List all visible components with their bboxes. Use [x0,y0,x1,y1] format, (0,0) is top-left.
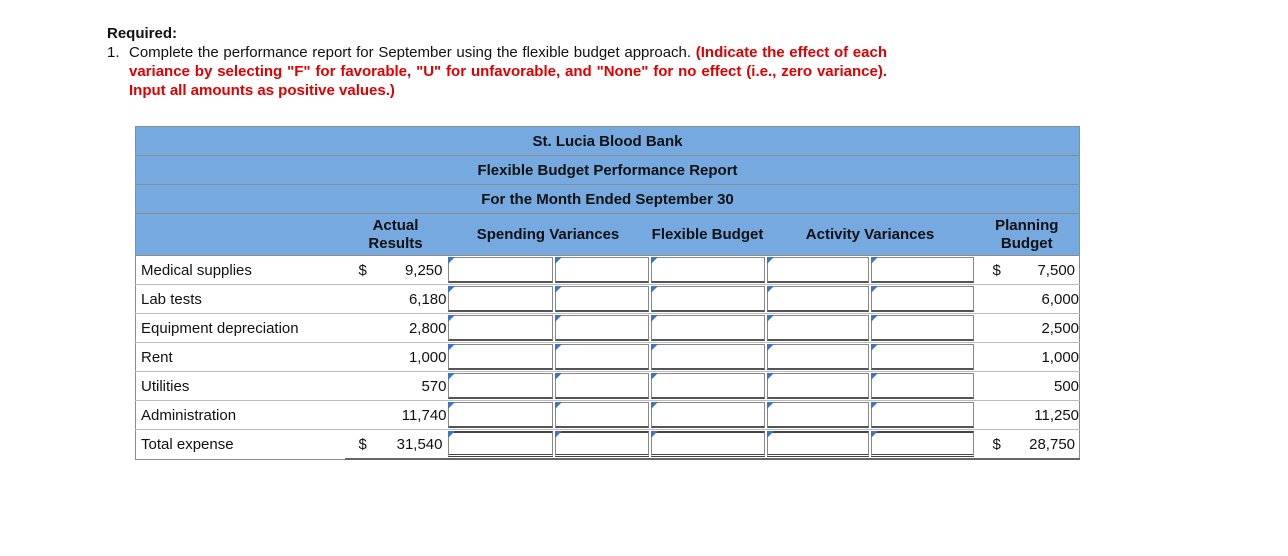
activity-variance-amount-input[interactable] [766,430,870,460]
spending-variance-effect-select-field[interactable] [555,257,649,283]
input-marker-icon [555,373,562,380]
spending-variance-effect-select[interactable] [554,285,650,314]
activity-variance-amount-input-field[interactable] [767,373,869,399]
report-company-name: St. Lucia Blood Bank [136,127,1080,156]
actual-amount: 2,800 [345,314,447,343]
planning-amount: 2,500 [975,314,1080,343]
spending-variance-effect-select-field[interactable] [555,315,649,341]
activity-variance-amount-input-field[interactable] [767,286,869,312]
report-title: Flexible Budget Performance Report [136,156,1080,185]
input-marker-icon [448,402,455,409]
currency-symbol: $ [992,435,1001,453]
planning-amount: 11,250 [975,401,1080,430]
step-note-text: (Indicate the effect of each variance by selecting "F" for favorable, "U" for unfavorable, and "None" for no effect (i.e., zero variance). Input all amounts as positive values.) [129,44,888,99]
flexible-budget-input-field[interactable] [651,344,765,370]
table-row [136,343,1080,372]
activity-variance-effect-select-field[interactable] [871,402,974,428]
flexible-budget-input[interactable] [650,314,766,343]
activity-variance-amount-input-field[interactable] [767,315,869,341]
actual-cell [345,430,447,460]
spending-variance-amount-input-field[interactable] [448,315,553,341]
activity-variance-amount-input-field[interactable] [767,402,869,428]
row-label: Administration [136,401,345,430]
input-marker-icon [767,402,774,409]
input-marker-icon [871,373,878,380]
input-marker-icon [767,286,774,293]
table-row [136,430,1080,460]
required-heading: Required: [107,25,178,42]
row-label: Total expense [136,430,345,460]
actual-amount: 9,250 [404,261,443,279]
input-marker-icon [555,257,562,264]
input-marker-icon [651,431,658,438]
activity-variances-header: Activity Variances [766,214,975,256]
input-marker-icon [448,286,455,293]
table-row [136,401,1080,430]
flexible-budget-input-field[interactable] [651,373,765,399]
spending-variance-effect-select[interactable] [554,256,650,285]
step-text [129,43,887,100]
step-lead-text: Complete the performance report for September using the flexible budget approach. [129,44,692,61]
input-marker-icon [871,257,878,264]
table-row [136,285,1080,314]
actual-results-header: Actual Results [345,214,447,256]
activity-variance-effect-select[interactable] [870,372,975,401]
spending-variance-amount-input[interactable] [447,343,554,372]
report-period: For the Month Ended September 30 [136,185,1080,214]
spending-variance-amount-input-field[interactable] [448,286,553,312]
spending-variance-effect-select[interactable] [554,430,650,460]
currency-symbol: $ [992,261,1001,279]
flexible-budget-input-field[interactable] [651,315,765,341]
spending-variance-effect-select-field[interactable] [555,402,649,428]
planning-cell [975,256,1080,285]
spending-variance-amount-input[interactable] [447,401,554,430]
activity-variance-effect-select[interactable] [870,285,975,314]
flexible-budget-input[interactable] [650,256,766,285]
actual-amount: 1,000 [345,343,447,372]
input-marker-icon [767,431,774,438]
input-marker-icon [448,315,455,322]
row-label: Equipment depreciation [136,314,345,343]
activity-variance-amount-input-field[interactable] [767,431,869,457]
input-marker-icon [871,286,878,293]
input-marker-icon [555,344,562,351]
activity-variance-effect-select[interactable] [870,430,975,460]
flexible-budget-input[interactable] [650,430,766,460]
spending-variance-amount-input[interactable] [447,430,554,460]
row-label: Utilities [136,372,345,401]
performance-report-table [135,126,1080,460]
activity-variance-effect-select[interactable] [870,343,975,372]
activity-variance-effect-select-field[interactable] [871,373,974,399]
planning-amount: 7,500 [1037,261,1076,279]
input-marker-icon [651,315,658,322]
spending-variance-effect-select-field[interactable] [555,373,649,399]
activity-variance-effect-select[interactable] [870,401,975,430]
actual-amount: 570 [345,372,447,401]
spending-variance-amount-input-field[interactable] [448,257,553,283]
input-marker-icon [651,286,658,293]
input-marker-icon [767,315,774,322]
activity-variance-effect-select-field[interactable] [871,286,974,312]
step-1 [107,43,887,100]
spending-variances-header: Spending Variances [447,214,650,256]
spending-variance-effect-select-field[interactable] [555,431,649,457]
flexible-budget-input[interactable] [650,372,766,401]
row-label: Lab tests [136,285,345,314]
currency-symbol: $ [358,261,367,279]
planning-budget-header: Planning Budget [975,214,1080,256]
input-marker-icon [651,402,658,409]
input-marker-icon [448,344,455,351]
row-label: Rent [136,343,345,372]
flexible-budget-input-field[interactable] [651,431,765,457]
column-header-row [136,214,1080,256]
activity-variance-amount-input[interactable] [766,285,870,314]
activity-variance-amount-input-field[interactable] [767,257,869,283]
activity-variance-amount-input[interactable] [766,256,870,285]
actual-amount: 6,180 [345,285,447,314]
step-number: 1. [107,44,120,61]
input-marker-icon [555,402,562,409]
spending-variance-effect-select[interactable] [554,372,650,401]
activity-variance-amount-input-field[interactable] [767,344,869,370]
activity-variance-amount-input[interactable] [766,401,870,430]
planning-amount: 500 [975,372,1080,401]
spending-variance-effect-select-field[interactable] [555,344,649,370]
input-marker-icon [651,373,658,380]
flexible-budget-input-field[interactable] [651,286,765,312]
spending-variance-amount-input[interactable] [447,256,554,285]
spending-variance-effect-select[interactable] [554,401,650,430]
activity-variance-effect-select-field[interactable] [871,431,974,457]
spending-variance-amount-input[interactable] [447,372,554,401]
table-row [136,372,1080,401]
spending-variance-effect-select[interactable] [554,314,650,343]
planning-amount: 28,750 [1029,435,1076,453]
input-marker-icon [767,373,774,380]
activity-variance-effect-select-field[interactable] [871,257,974,283]
spending-variance-amount-input[interactable] [447,314,554,343]
spending-variance-effect-select-field[interactable] [555,286,649,312]
activity-variance-effect-select[interactable] [870,256,975,285]
planning-amount: 6,000 [975,285,1080,314]
spending-variance-amount-input-field[interactable] [448,344,553,370]
input-marker-icon [651,344,658,351]
flexible-budget-input[interactable] [650,343,766,372]
table-row [136,314,1080,343]
input-marker-icon [448,431,455,438]
input-marker-icon [651,257,658,264]
input-marker-icon [555,286,562,293]
flexible-budget-input-field[interactable] [651,402,765,428]
input-marker-icon [871,344,878,351]
spending-variance-amount-input-field[interactable] [448,431,553,457]
planning-cell [975,430,1080,460]
actual-amount: 11,740 [345,401,447,430]
actual-amount: 31,540 [396,435,443,453]
spending-variance-effect-select[interactable] [554,343,650,372]
flexible-budget-input-field[interactable] [651,257,765,283]
input-marker-icon [555,431,562,438]
blank-header-cell [136,214,345,256]
flexible-budget-input[interactable] [650,401,766,430]
input-marker-icon [767,257,774,264]
currency-symbol: $ [358,435,367,453]
input-marker-icon [871,402,878,409]
spending-variance-amount-input[interactable] [447,285,554,314]
spending-variance-amount-input-field[interactable] [448,373,553,399]
activity-variance-amount-input[interactable] [766,314,870,343]
input-marker-icon [871,315,878,322]
activity-variance-effect-select-field[interactable] [871,315,974,341]
actual-cell [345,256,447,285]
input-marker-icon [448,373,455,380]
input-marker-icon [767,344,774,351]
activity-variance-amount-input[interactable] [766,372,870,401]
planning-amount: 1,000 [975,343,1080,372]
flexible-budget-input[interactable] [650,285,766,314]
row-label: Medical supplies [136,256,345,285]
input-marker-icon [871,431,878,438]
activity-variance-amount-input[interactable] [766,343,870,372]
spending-variance-amount-input-field[interactable] [448,402,553,428]
activity-variance-effect-select-field[interactable] [871,344,974,370]
flexible-budget-header: Flexible Budget [650,214,766,256]
table-row [136,256,1080,285]
input-marker-icon [448,257,455,264]
input-marker-icon [555,315,562,322]
activity-variance-effect-select[interactable] [870,314,975,343]
instructions [107,24,887,100]
